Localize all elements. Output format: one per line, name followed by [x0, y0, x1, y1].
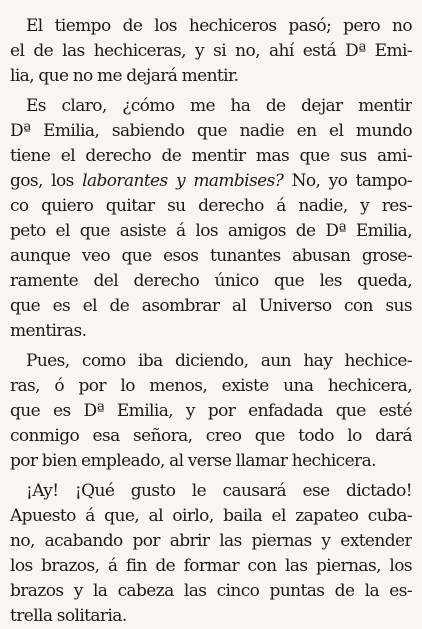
text-line: no, acabando por abrir las piernas y extender: [10, 531, 412, 551]
text-line: Apuesto á que, al oirlo, baila el zapateo cuba-: [10, 506, 412, 526]
text-line: peto el que asiste á los amigos de Dª Emilia,: [10, 221, 412, 241]
italic-phrase: laborantes y mambises?: [82, 171, 284, 191]
text-line: Es claro, ¿cómo me ha de dejar mentir: [26, 96, 412, 116]
text-line: El tiempo de los hechiceros pasó; pero no: [26, 16, 412, 36]
text-line: co quiero quitar su derecho á nadie, y res-: [10, 196, 412, 216]
text-line: Dª Emilia, sabiendo que nadie en el mundo: [10, 121, 412, 141]
text-fragment: No, yo tampo-: [283, 171, 412, 191]
text-line: aunque veo que esos tunantes abusan grose-: [10, 246, 412, 266]
text-line: brazos y la cabeza las cinco puntas de la es-: [10, 581, 412, 601]
text-line: conmigo esa señora, creo que todo lo dará: [10, 426, 412, 446]
text-body: [10, 14, 412, 629]
paragraph-2: [10, 94, 412, 344]
text-line: que es Dª Emilia, y por enfadada que esté: [10, 401, 412, 421]
text-line: ras, ó por lo menos, existe una hechicera,: [10, 376, 412, 396]
paragraph-1: [10, 14, 412, 89]
text-line: Pues, como iba diciendo, aun hay hechice-: [26, 351, 412, 371]
text-line: el de las hechiceras, y si no, ahí está Dª Emi-: [10, 41, 412, 61]
text-line: mentiras.: [10, 321, 87, 341]
text-line: ramente del derecho único que les queda,: [10, 271, 412, 291]
text-line: por bien empleado, al verse llamar hechicera.: [10, 451, 376, 471]
text-line: ¡Ay! ¡Qué gusto le causará ese dictado!: [26, 481, 412, 501]
text-line: lia, que no me dejará mentir.: [10, 66, 239, 86]
paragraph-3: [10, 349, 412, 474]
text-fragment: gos, los: [10, 171, 83, 191]
paragraph-4: [10, 479, 412, 629]
text-line: trella solitaria.: [10, 606, 127, 626]
text-line: los brazos, á fin de formar con las piernas, los: [10, 556, 412, 576]
text-line: tiene el derecho de mentir mas que sus ami-: [10, 146, 412, 166]
text-line-with-italics: [10, 169, 412, 194]
text-line: que es el de asombrar al Universo con sus: [10, 296, 412, 316]
